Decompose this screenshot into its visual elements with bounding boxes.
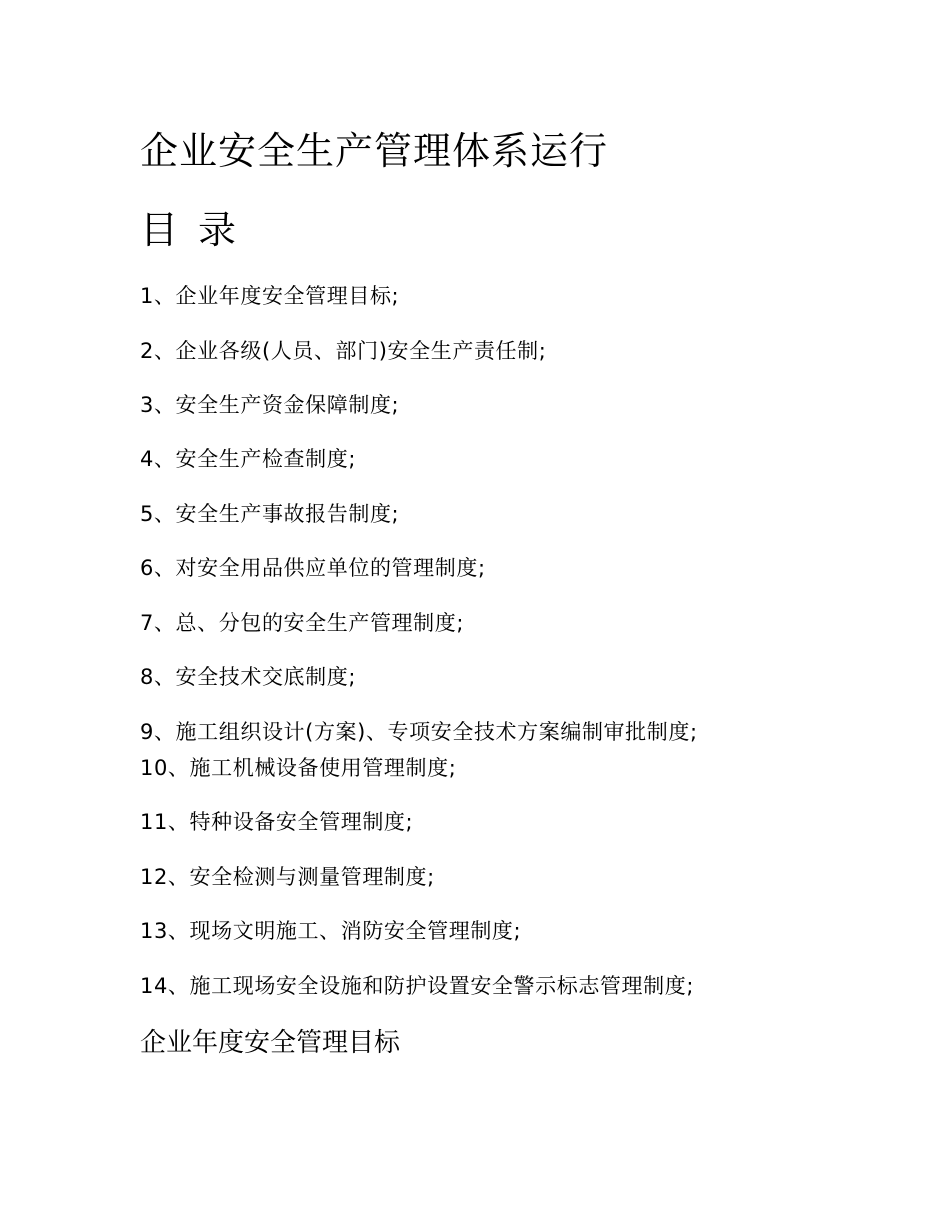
toc-heading-right: 录 xyxy=(198,208,237,252)
toc-item: 1、企业年度安全管理目标; xyxy=(140,284,400,308)
toc-item: 6、对安全用品供应单位的管理制度; xyxy=(140,556,486,580)
document-title: 企业安全生产管理体系运行 xyxy=(140,129,609,173)
toc-item: 3、安全生产资金保障制度; xyxy=(140,393,400,417)
toc-item: 7、总、分包的安全生产管理制度; xyxy=(140,611,465,635)
toc-item: 4、安全生产检查制度; xyxy=(140,447,357,471)
toc-item: 13、现场文明施工、消防安全管理制度; xyxy=(140,919,522,943)
toc-item: 11、特种设备安全管理制度; xyxy=(140,810,414,834)
toc-item: 10、施工机械设备使用管理制度; xyxy=(140,756,457,780)
toc-item: 9、施工组织设计(方案)、专项安全技术方案编制审批制度; xyxy=(140,720,698,744)
toc-item: 8、安全技术交底制度; xyxy=(140,665,357,689)
toc-item: 14、施工现场安全设施和防护设置安全警示标志管理制度; xyxy=(140,974,694,998)
toc-heading xyxy=(140,207,236,253)
section-heading: 企业年度安全管理目标 xyxy=(140,1028,401,1058)
toc-item: 2、企业各级(人员、部门)安全生产责任制; xyxy=(140,339,547,363)
toc-item: 12、安全检测与测量管理制度; xyxy=(140,865,435,889)
toc-item: 5、安全生产事故报告制度; xyxy=(140,502,400,526)
toc-heading-left: 目 xyxy=(140,208,179,252)
